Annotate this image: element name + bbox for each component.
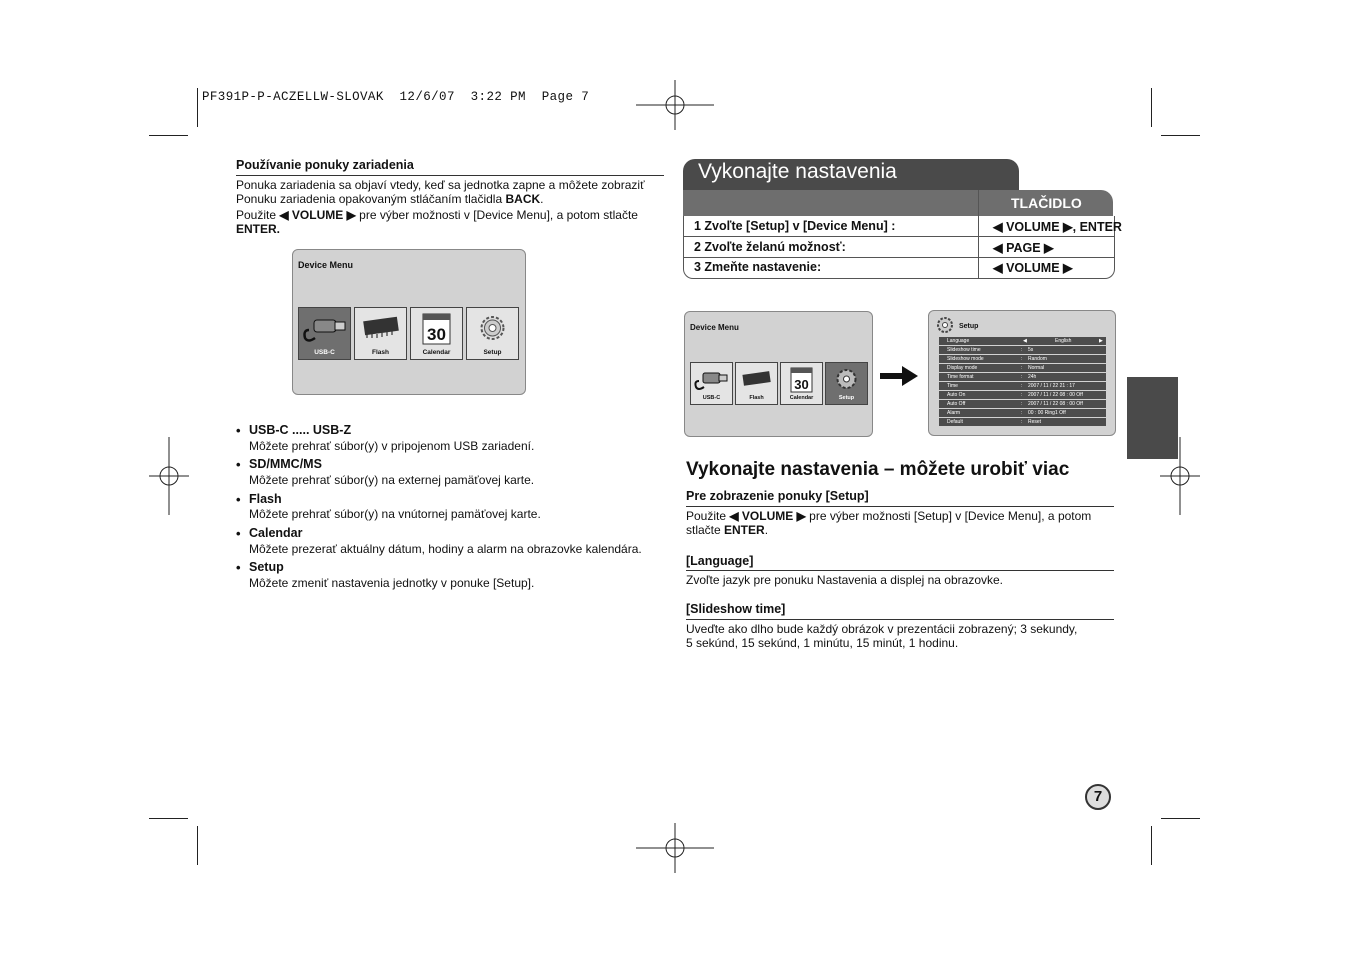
usb-icon <box>299 308 350 348</box>
side-tab <box>1127 377 1178 459</box>
device-menu-screen <box>292 249 526 395</box>
divider <box>686 619 1114 620</box>
bullet-title: SD/MMC/MS <box>249 457 322 471</box>
print-header: PF391P-P-ACZELLW-SLOVAK 12/6/07 3:22 PM Page 7 <box>202 90 590 104</box>
bullet-title: Calendar <box>249 526 303 540</box>
page-number: 7 <box>1085 784 1111 810</box>
flash-chip-icon <box>736 363 777 395</box>
arrow-right-icon <box>880 366 920 386</box>
tile-calendar[interactable]: 30 Calendar <box>410 307 463 360</box>
tile-usb[interactable]: USB-C <box>298 307 351 360</box>
gear-icon <box>935 315 955 335</box>
tile-flash[interactable]: Flash <box>354 307 407 360</box>
crop-mark <box>197 826 198 865</box>
section-title: Používanie ponuky zariadenia <box>236 158 414 172</box>
divider <box>686 570 1114 571</box>
gear-icon <box>467 308 518 348</box>
bullet-desc: Môžete prehrať súbor(y) na vnútornej pamäťovej karte. <box>249 507 541 521</box>
divider <box>686 506 1114 507</box>
small-tile-setup[interactable]: Setup <box>825 362 868 405</box>
table-row-button: ◀ VOLUME ▶, ENTER <box>993 220 1122 234</box>
setup-row[interactable]: Auto Off : 2007 / 11 / 22 08 : 00 Off <box>939 400 1106 408</box>
crop-mark <box>1151 826 1152 865</box>
page-title: Vykonajte nastavenia <box>698 160 897 183</box>
setup-row[interactable]: Time : 2007 / 11 / 22 21 : 17 <box>939 382 1106 390</box>
language-head: [Language] <box>686 554 754 568</box>
usb-icon <box>691 363 732 395</box>
setup-row[interactable]: Display mode : Normal <box>939 364 1106 372</box>
flash-chip-icon <box>355 308 406 348</box>
crop-mark <box>197 88 198 127</box>
setup-row[interactable]: Auto On : 2007 / 11 / 22 08 : 00 Off <box>939 391 1106 399</box>
crop-mark <box>1151 88 1152 127</box>
divider <box>236 175 664 176</box>
setup-row[interactable]: Default : Reset <box>939 418 1106 426</box>
setup-row[interactable]: Language ◀ English ▶ <box>939 337 1106 345</box>
bullet-title: Flash <box>249 492 282 506</box>
bullet-title: USB-C ..... USB-Z <box>249 423 352 437</box>
setup-row[interactable]: Alarm : 00 : 00 Ring1 Off <box>939 409 1106 417</box>
instruction-paragraph: Použite ◀ VOLUME ▶ pre výber možnosti v [Device Menu], a potom stlačte ENTER. <box>236 208 638 236</box>
small-tile-calendar[interactable]: 30 Calendar <box>780 362 823 405</box>
crop-mark <box>1161 135 1200 136</box>
setup-row[interactable]: Slideshow mode : Random <box>939 355 1106 363</box>
bullet-title: Setup <box>249 560 284 574</box>
language-text: Zvoľte jazyk pre ponuku Nastavenia a displej na obrazovke. <box>686 573 1004 587</box>
subtitle: Vykonajte nastavenia – môžete urobiť viac <box>686 459 1070 480</box>
setup-title: Setup <box>959 323 979 330</box>
table-row-step: 2 Zvoľte želanú možnosť: <box>694 240 846 254</box>
setup-section-head: Pre zobrazenie ponuky [Setup] <box>686 489 869 503</box>
small-tile-flash[interactable]: Flash <box>735 362 778 405</box>
tile-setup[interactable]: Setup <box>466 307 519 360</box>
calendar-icon <box>781 363 822 395</box>
table-header: TLAČIDLO <box>1011 195 1082 211</box>
small-device-menu-screen <box>684 311 873 437</box>
small-tile-usb[interactable]: USB-C <box>690 362 733 405</box>
table-row-step: 3 Zmeňte nastavenie: <box>694 260 822 274</box>
table-row-button: ◀ PAGE ▶ <box>993 241 1054 255</box>
table-row-step: 1 Zvoľte [Setup] v [Device Menu] : <box>694 219 896 233</box>
registration-mark <box>636 823 714 873</box>
crop-mark <box>149 818 188 819</box>
calendar-day: 30 <box>794 377 809 392</box>
crop-mark <box>149 135 188 136</box>
calendar-day: 30 <box>427 325 446 344</box>
calendar-icon <box>411 308 462 348</box>
bullet-desc: Môžete prehrať súbor(y) na externej pamäťovej karte. <box>249 473 535 487</box>
gear-icon <box>826 363 867 395</box>
bullet-desc: Môžete prezerať aktuálny dátum, hodiny a alarm na obrazovke kalendára. <box>249 542 642 556</box>
bullet-desc: Môžete prehrať súbor(y) v pripojenom USB zariadení. <box>249 439 535 453</box>
intro-paragraph: Ponuka zariadenia sa objaví vtedy, keď sa jednotka zapne a môžete zobraziť Ponuku zariadenia opakovaným stláčaním tlačidla BACK. <box>236 178 645 206</box>
crop-mark <box>1161 818 1200 819</box>
small-device-menu-title: Device Menu <box>690 323 739 332</box>
slideshow-text: Uveďte ako dlho bude každý obrázok v prezentácii zobrazený; 3 sekundy, 5 sekúnd, 15 sekúnd, 1 minútu, 15 minút, 1 hodinu. <box>686 622 1078 650</box>
registration-mark <box>636 80 714 130</box>
slideshow-head: [Slideshow time] <box>686 602 786 616</box>
bullet-desc: Môžete zmeniť nastavenia jednotky v ponuke [Setup]. <box>249 576 535 590</box>
setup-paragraph: Použite ◀ VOLUME ▶ pre výber možnosti [Setup] v [Device Menu], a potom stlačte ENTER. <box>686 509 1092 537</box>
device-menu-title: Device Menu <box>298 260 354 270</box>
table-row-button: ◀ VOLUME ▶ <box>993 261 1073 275</box>
registration-mark <box>149 437 189 515</box>
setup-row[interactable]: Slideshow time : 5s <box>939 346 1106 354</box>
setup-row[interactable]: Time format : 24h <box>939 373 1106 381</box>
